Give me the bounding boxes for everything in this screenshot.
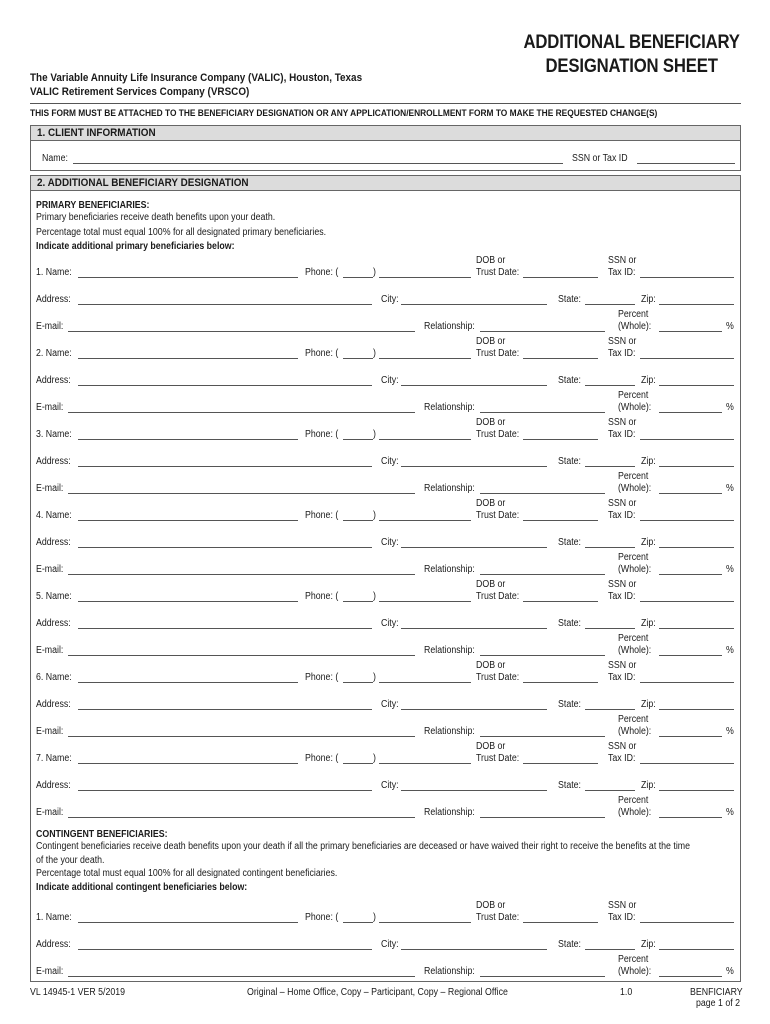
contingent-beneficiary-1-zip-label: Zip: bbox=[641, 939, 656, 950]
primary-beneficiary-1-ssn-field[interactable] bbox=[640, 277, 734, 278]
contingent-beneficiary-1-city-label: City: bbox=[381, 939, 399, 950]
primary-beneficiary-3-relationship-label: Relationship: bbox=[424, 483, 475, 494]
attachment-notice: THIS FORM MUST BE ATTACHED TO THE BENEFICIARY DESIGNATION OR ANY APPLICATION/ENROLLMENT FORM TO MAKE THE REQUESTED CHANGE(S) bbox=[30, 108, 658, 119]
primary-beneficiary-3-dob-label-2: Trust Date: bbox=[476, 429, 520, 440]
primary-beneficiary-6-percent-sign: % bbox=[726, 726, 734, 737]
primary-beneficiary-2-phone-field[interactable] bbox=[379, 358, 471, 359]
contingent-beneficiary-1-state-field[interactable] bbox=[585, 949, 635, 950]
contingent-beneficiary-1-address-field[interactable] bbox=[78, 949, 372, 950]
contingent-description-2: of the your death. bbox=[36, 855, 105, 866]
primary-beneficiary-5-percent-label-2: (Whole): bbox=[618, 645, 652, 656]
primary-beneficiary-2-phone-close: ) bbox=[373, 348, 376, 359]
primary-beneficiary-7-ssn-label-1: SSN or bbox=[608, 741, 637, 752]
primary-beneficiary-3-phone-label: Phone: ( bbox=[305, 429, 339, 440]
primary-beneficiary-5-address-field[interactable] bbox=[78, 628, 372, 629]
primary-beneficiary-1-percent-label-2: (Whole): bbox=[618, 321, 652, 332]
primary-beneficiary-4-address-field[interactable] bbox=[78, 547, 372, 548]
contingent-beneficiary-1-dob-label-1: DOB or bbox=[476, 900, 506, 911]
primary-beneficiary-7-state-field[interactable] bbox=[585, 790, 635, 791]
primary-beneficiary-1-ssn-label-1: SSN or bbox=[608, 255, 637, 266]
primary-beneficiary-1-percent-label-1: Percent bbox=[618, 309, 649, 320]
primary-beneficiary-1-dob-field[interactable] bbox=[523, 277, 598, 278]
primary-beneficiary-1-name-label: 1. Name: bbox=[36, 267, 72, 278]
contingent-beneficiary-1-ssn-label-1: SSN or bbox=[608, 900, 637, 911]
distribution-note: Original – Home Office, Copy – Participant, Copy – Regional Office bbox=[247, 987, 508, 998]
primary-beneficiary-3-city-field[interactable] bbox=[401, 466, 547, 467]
primary-beneficiary-1-relationship-field[interactable] bbox=[480, 331, 605, 332]
primary-beneficiary-7-email-field[interactable] bbox=[68, 817, 415, 818]
primary-beneficiary-6-email-label: E-mail: bbox=[36, 726, 64, 737]
primary-beneficiary-5-city-field[interactable] bbox=[401, 628, 547, 629]
page-number: page 1 of 2 bbox=[696, 998, 741, 1009]
primary-beneficiary-1-email-label: E-mail: bbox=[36, 321, 64, 332]
primary-beneficiary-1-phone-label: Phone: ( bbox=[305, 267, 339, 278]
primary-beneficiary-5-percent-field[interactable] bbox=[659, 655, 722, 656]
primary-beneficiary-6-zip-label: Zip: bbox=[641, 699, 656, 710]
primary-beneficiary-6-dob-label-2: Trust Date: bbox=[476, 672, 520, 683]
primary-beneficiary-7-percent-sign: % bbox=[726, 807, 734, 818]
primary-beneficiary-2-state-field[interactable] bbox=[585, 385, 635, 386]
contingent-beneficiary-1-dob-field[interactable] bbox=[523, 922, 598, 923]
primary-beneficiary-2-address-field[interactable] bbox=[78, 385, 372, 386]
primary-beneficiary-4-address-label: Address: bbox=[36, 537, 71, 548]
contingent-beneficiary-1-ssn-label-2: Tax ID: bbox=[608, 912, 636, 923]
primary-beneficiary-3-percent-label-2: (Whole): bbox=[618, 483, 652, 494]
primary-beneficiary-5-phone-field[interactable] bbox=[379, 601, 471, 602]
primary-beneficiary-5-city-label: City: bbox=[381, 618, 399, 629]
form-code: BENFICIARY bbox=[690, 987, 743, 998]
primary-beneficiary-1-state-field[interactable] bbox=[585, 304, 635, 305]
primary-beneficiary-1-phone-area-field[interactable] bbox=[343, 277, 373, 278]
primary-beneficiary-4-relationship-field[interactable] bbox=[480, 574, 605, 575]
primary-beneficiary-7-ssn-label-2: Tax ID: bbox=[608, 753, 636, 764]
primary-beneficiary-3-state-label: State: bbox=[558, 456, 582, 467]
primary-beneficiary-1-dob-label-1: DOB or bbox=[476, 255, 506, 266]
contingent-heading: CONTINGENT BENEFICIARIES: bbox=[36, 829, 168, 840]
company-name: The Variable Annuity Life Insurance Company (VALIC), Houston, Texas bbox=[30, 72, 363, 84]
primary-beneficiary-6-address-label: Address: bbox=[36, 699, 71, 710]
primary-beneficiary-6-city-field[interactable] bbox=[401, 709, 547, 710]
primary-description-2: Percentage total must equal 100% for all designated primary beneficiaries. bbox=[36, 227, 327, 238]
primary-beneficiary-6-relationship-label: Relationship: bbox=[424, 726, 475, 737]
primary-beneficiary-3-state-field[interactable] bbox=[585, 466, 635, 467]
primary-beneficiary-7-phone-close: ) bbox=[373, 753, 376, 764]
primary-beneficiary-4-email-label: E-mail: bbox=[36, 564, 64, 575]
primary-beneficiary-2-relationship-label: Relationship: bbox=[424, 402, 475, 413]
primary-beneficiary-3-percent-label-1: Percent bbox=[618, 471, 649, 482]
primary-beneficiary-3-address-field[interactable] bbox=[78, 466, 372, 467]
primary-beneficiary-4-city-label: City: bbox=[381, 537, 399, 548]
primary-beneficiary-1-address-label: Address: bbox=[36, 294, 71, 305]
primary-beneficiary-6-dob-label-1: DOB or bbox=[476, 660, 506, 671]
primary-beneficiary-5-percent-sign: % bbox=[726, 645, 734, 656]
primary-beneficiary-7-zip-field[interactable] bbox=[659, 790, 734, 791]
primary-beneficiary-1-email-field[interactable] bbox=[68, 331, 415, 332]
contingent-description-3: Percentage total must equal 100% for all designated contingent beneficiaries. bbox=[36, 868, 338, 879]
primary-beneficiary-3-zip-field[interactable] bbox=[659, 466, 734, 467]
form-id: VL 14945-1 VER 5/2019 bbox=[30, 987, 126, 998]
contingent-beneficiary-1-name-field[interactable] bbox=[78, 922, 298, 923]
primary-beneficiary-6-phone-close: ) bbox=[373, 672, 376, 683]
primary-instruction: Indicate additional primary beneficiaries below: bbox=[36, 241, 235, 252]
primary-beneficiary-6-phone-field[interactable] bbox=[379, 682, 471, 683]
primary-beneficiary-3-percent-sign: % bbox=[726, 483, 734, 494]
primary-beneficiary-3-zip-label: Zip: bbox=[641, 456, 656, 467]
client-name-label: Name: bbox=[42, 153, 68, 164]
primary-beneficiary-1-zip-field[interactable] bbox=[659, 304, 734, 305]
primary-beneficiary-6-name-field[interactable] bbox=[78, 682, 298, 683]
primary-beneficiary-5-email-label: E-mail: bbox=[36, 645, 64, 656]
primary-beneficiary-7-ssn-field[interactable] bbox=[640, 763, 734, 764]
primary-beneficiary-6-address-field[interactable] bbox=[78, 709, 372, 710]
primary-beneficiary-2-ssn-label-1: SSN or bbox=[608, 336, 637, 347]
primary-beneficiary-1-city-label: City: bbox=[381, 294, 399, 305]
primary-beneficiary-4-state-label: State: bbox=[558, 537, 582, 548]
primary-beneficiary-5-zip-field[interactable] bbox=[659, 628, 734, 629]
primary-beneficiary-2-name-label: 2. Name: bbox=[36, 348, 72, 359]
primary-beneficiary-6-phone-label: Phone: ( bbox=[305, 672, 339, 683]
primary-beneficiary-3-relationship-field[interactable] bbox=[480, 493, 605, 494]
primary-beneficiary-5-email-field[interactable] bbox=[68, 655, 415, 656]
primary-beneficiary-1-dob-label-2: Trust Date: bbox=[476, 267, 520, 278]
primary-beneficiary-4-dob-label-1: DOB or bbox=[476, 498, 506, 509]
primary-beneficiary-3-ssn-label-1: SSN or bbox=[608, 417, 637, 428]
primary-beneficiary-1-address-field[interactable] bbox=[78, 304, 372, 305]
primary-beneficiary-2-relationship-field[interactable] bbox=[480, 412, 605, 413]
primary-beneficiary-7-percent-label-2: (Whole): bbox=[618, 807, 652, 818]
primary-beneficiary-4-ssn-label-1: SSN or bbox=[608, 498, 637, 509]
primary-beneficiary-7-phone-area-field[interactable] bbox=[343, 763, 373, 764]
contingent-beneficiary-1-percent-label-2: (Whole): bbox=[618, 966, 652, 977]
company-subsidiary: VALIC Retirement Services Company (VRSCO) bbox=[30, 86, 250, 98]
primary-beneficiary-5-dob-field[interactable] bbox=[523, 601, 598, 602]
primary-beneficiary-3-dob-label-1: DOB or bbox=[476, 417, 506, 428]
primary-beneficiary-4-phone-area-field[interactable] bbox=[343, 520, 373, 521]
primary-beneficiary-3-phone-field[interactable] bbox=[379, 439, 471, 440]
form-title: ADDITIONAL BENEFICIARY DESIGNATION SHEET bbox=[523, 32, 740, 77]
primary-beneficiary-6-zip-field[interactable] bbox=[659, 709, 734, 710]
version-number: 1.0 bbox=[620, 987, 633, 998]
contingent-beneficiary-1-percent-sign: % bbox=[726, 966, 734, 977]
primary-beneficiary-3-ssn-label-2: Tax ID: bbox=[608, 429, 636, 440]
primary-beneficiary-2-city-label: City: bbox=[381, 375, 399, 386]
contingent-beneficiary-1-dob-label-2: Trust Date: bbox=[476, 912, 520, 923]
primary-beneficiary-6-city-label: City: bbox=[381, 699, 399, 710]
contingent-beneficiary-1-address-label: Address: bbox=[36, 939, 71, 950]
primary-beneficiary-1-city-field[interactable] bbox=[401, 304, 547, 305]
primary-beneficiary-3-email-field[interactable] bbox=[68, 493, 415, 494]
client-ssn-label: SSN or Tax ID bbox=[572, 153, 628, 164]
primary-beneficiary-5-ssn-label-2: Tax ID: bbox=[608, 591, 636, 602]
contingent-beneficiary-1-phone-area-field[interactable] bbox=[343, 922, 373, 923]
section-client-information-header: 1. CLIENT INFORMATION bbox=[30, 125, 741, 141]
primary-beneficiary-6-percent-label-2: (Whole): bbox=[618, 726, 652, 737]
primary-beneficiary-7-email-label: E-mail: bbox=[36, 807, 64, 818]
primary-beneficiary-1-name-field[interactable] bbox=[78, 277, 298, 278]
primary-beneficiary-7-address-field[interactable] bbox=[78, 790, 372, 791]
primary-beneficiary-3-email-label: E-mail: bbox=[36, 483, 64, 494]
primary-beneficiary-5-dob-label-2: Trust Date: bbox=[476, 591, 520, 602]
contingent-beneficiary-1-relationship-field[interactable] bbox=[480, 976, 605, 977]
primary-heading: PRIMARY BENEFICIARIES: bbox=[36, 200, 150, 211]
contingent-beneficiary-1-state-label: State: bbox=[558, 939, 582, 950]
contingent-beneficiary-1-phone-field[interactable] bbox=[379, 922, 471, 923]
primary-beneficiary-1-relationship-label: Relationship: bbox=[424, 321, 475, 332]
primary-beneficiary-7-percent-field[interactable] bbox=[659, 817, 722, 818]
primary-beneficiary-6-state-label: State: bbox=[558, 699, 582, 710]
primary-beneficiary-4-relationship-label: Relationship: bbox=[424, 564, 475, 575]
primary-beneficiary-1-phone-close: ) bbox=[373, 267, 376, 278]
primary-description-1: Primary beneficiaries receive death benefits upon your death. bbox=[36, 212, 276, 223]
primary-beneficiary-2-dob-label-2: Trust Date: bbox=[476, 348, 520, 359]
primary-beneficiary-4-city-field[interactable] bbox=[401, 547, 547, 548]
primary-beneficiary-5-state-label: State: bbox=[558, 618, 582, 629]
primary-beneficiary-7-zip-label: Zip: bbox=[641, 780, 656, 791]
primary-beneficiary-3-dob-field[interactable] bbox=[523, 439, 598, 440]
primary-beneficiary-1-percent-field[interactable] bbox=[659, 331, 722, 332]
primary-beneficiary-1-zip-label: Zip: bbox=[641, 294, 656, 305]
primary-beneficiary-5-name-field[interactable] bbox=[78, 601, 298, 602]
contingent-beneficiary-1-email-label: E-mail: bbox=[36, 966, 64, 977]
primary-beneficiary-4-name-field[interactable] bbox=[78, 520, 298, 521]
contingent-beneficiary-1-phone-close: ) bbox=[373, 912, 376, 923]
client-name-field[interactable] bbox=[73, 163, 563, 164]
primary-beneficiary-2-address-label: Address: bbox=[36, 375, 71, 386]
primary-beneficiary-4-phone-field[interactable] bbox=[379, 520, 471, 521]
contingent-description-1: Contingent beneficiaries receive death benefits upon your death if all the primary beneficiaries are deceased or have waived their right to receive the benefits at the time bbox=[36, 841, 691, 852]
contingent-beneficiary-1-ssn-field[interactable] bbox=[640, 922, 734, 923]
primary-beneficiary-2-name-field[interactable] bbox=[78, 358, 298, 359]
primary-beneficiary-2-percent-label-1: Percent bbox=[618, 390, 649, 401]
primary-beneficiary-4-email-field[interactable] bbox=[68, 574, 415, 575]
contingent-beneficiary-1-city-field[interactable] bbox=[401, 949, 547, 950]
primary-beneficiary-4-zip-field[interactable] bbox=[659, 547, 734, 548]
primary-beneficiary-2-phone-area-field[interactable] bbox=[343, 358, 373, 359]
primary-beneficiary-3-ssn-field[interactable] bbox=[640, 439, 734, 440]
primary-beneficiary-7-phone-field[interactable] bbox=[379, 763, 471, 764]
primary-beneficiary-4-dob-label-2: Trust Date: bbox=[476, 510, 520, 521]
primary-beneficiary-3-city-label: City: bbox=[381, 456, 399, 467]
primary-beneficiary-5-ssn-field[interactable] bbox=[640, 601, 734, 602]
primary-beneficiary-3-phone-area-field[interactable] bbox=[343, 439, 373, 440]
primary-beneficiary-2-email-label: E-mail: bbox=[36, 402, 64, 413]
client-information-box bbox=[30, 141, 741, 171]
primary-beneficiary-5-phone-label: Phone: ( bbox=[305, 591, 339, 602]
primary-beneficiary-7-dob-label-1: DOB or bbox=[476, 741, 506, 752]
primary-beneficiary-2-state-label: State: bbox=[558, 375, 582, 386]
primary-beneficiary-2-dob-field[interactable] bbox=[523, 358, 598, 359]
primary-beneficiary-7-city-field[interactable] bbox=[401, 790, 547, 791]
primary-beneficiary-6-phone-area-field[interactable] bbox=[343, 682, 373, 683]
primary-beneficiary-6-name-label: 6. Name: bbox=[36, 672, 72, 683]
primary-beneficiary-2-percent-field[interactable] bbox=[659, 412, 722, 413]
contingent-instruction: Indicate additional contingent beneficiaries below: bbox=[36, 882, 248, 893]
section-beneficiary-designation-header: 2. ADDITIONAL BENEFICIARY DESIGNATION bbox=[30, 175, 741, 191]
primary-beneficiary-5-name-label: 5. Name: bbox=[36, 591, 72, 602]
primary-beneficiary-2-ssn-field[interactable] bbox=[640, 358, 734, 359]
primary-beneficiary-2-ssn-label-2: Tax ID: bbox=[608, 348, 636, 359]
primary-beneficiary-5-relationship-field[interactable] bbox=[480, 655, 605, 656]
primary-beneficiary-7-name-field[interactable] bbox=[78, 763, 298, 764]
contingent-beneficiary-1-email-field[interactable] bbox=[68, 976, 415, 977]
primary-beneficiary-3-address-label: Address: bbox=[36, 456, 71, 467]
primary-beneficiary-6-relationship-field[interactable] bbox=[480, 736, 605, 737]
primary-beneficiary-2-zip-field[interactable] bbox=[659, 385, 734, 386]
primary-beneficiary-2-phone-label: Phone: ( bbox=[305, 348, 339, 359]
primary-beneficiary-4-name-label: 4. Name: bbox=[36, 510, 72, 521]
primary-beneficiary-4-phone-close: ) bbox=[373, 510, 376, 521]
client-ssn-field[interactable] bbox=[637, 163, 735, 164]
primary-beneficiary-7-name-label: 7. Name: bbox=[36, 753, 72, 764]
primary-beneficiary-7-dob-field[interactable] bbox=[523, 763, 598, 764]
primary-beneficiary-7-city-label: City: bbox=[381, 780, 399, 791]
primary-beneficiary-5-phone-area-field[interactable] bbox=[343, 601, 373, 602]
primary-beneficiary-4-state-field[interactable] bbox=[585, 547, 635, 548]
primary-beneficiary-2-percent-sign: % bbox=[726, 402, 734, 413]
primary-beneficiary-2-percent-label-2: (Whole): bbox=[618, 402, 652, 413]
primary-beneficiary-7-phone-label: Phone: ( bbox=[305, 753, 339, 764]
primary-beneficiary-6-dob-field[interactable] bbox=[523, 682, 598, 683]
primary-beneficiary-4-percent-field[interactable] bbox=[659, 574, 722, 575]
primary-beneficiary-4-ssn-label-2: Tax ID: bbox=[608, 510, 636, 521]
primary-beneficiary-6-email-field[interactable] bbox=[68, 736, 415, 737]
primary-beneficiary-1-ssn-label-2: Tax ID: bbox=[608, 267, 636, 278]
primary-beneficiary-5-dob-label-1: DOB or bbox=[476, 579, 506, 590]
primary-beneficiary-6-state-field[interactable] bbox=[585, 709, 635, 710]
contingent-beneficiary-1-name-label: 1. Name: bbox=[36, 912, 72, 923]
contingent-beneficiary-1-relationship-label: Relationship: bbox=[424, 966, 475, 977]
primary-beneficiary-6-ssn-label-2: Tax ID: bbox=[608, 672, 636, 683]
primary-beneficiary-4-percent-sign: % bbox=[726, 564, 734, 575]
primary-beneficiary-3-phone-close: ) bbox=[373, 429, 376, 440]
primary-beneficiary-5-relationship-label: Relationship: bbox=[424, 645, 475, 656]
contingent-beneficiary-1-phone-label: Phone: ( bbox=[305, 912, 339, 923]
primary-beneficiary-7-percent-label-1: Percent bbox=[618, 795, 649, 806]
primary-beneficiary-4-ssn-field[interactable] bbox=[640, 520, 734, 521]
primary-beneficiary-3-percent-field[interactable] bbox=[659, 493, 722, 494]
primary-beneficiary-1-phone-field[interactable] bbox=[379, 277, 471, 278]
primary-beneficiary-7-relationship-field[interactable] bbox=[480, 817, 605, 818]
primary-beneficiary-6-ssn-field[interactable] bbox=[640, 682, 734, 683]
primary-beneficiary-2-zip-label: Zip: bbox=[641, 375, 656, 386]
primary-beneficiary-1-state-label: State: bbox=[558, 294, 582, 305]
contingent-beneficiary-1-percent-label-1: Percent bbox=[618, 954, 649, 965]
primary-beneficiary-4-percent-label-1: Percent bbox=[618, 552, 649, 563]
primary-beneficiary-5-ssn-label-1: SSN or bbox=[608, 579, 637, 590]
primary-beneficiary-7-dob-label-2: Trust Date: bbox=[476, 753, 520, 764]
primary-beneficiary-4-dob-field[interactable] bbox=[523, 520, 598, 521]
primary-beneficiary-4-phone-label: Phone: ( bbox=[305, 510, 339, 521]
contingent-beneficiary-1-percent-field[interactable] bbox=[659, 976, 722, 977]
primary-beneficiary-5-zip-label: Zip: bbox=[641, 618, 656, 629]
primary-beneficiary-6-percent-label-1: Percent bbox=[618, 714, 649, 725]
primary-beneficiary-4-zip-label: Zip: bbox=[641, 537, 656, 548]
primary-beneficiary-6-percent-field[interactable] bbox=[659, 736, 722, 737]
contingent-beneficiary-1-zip-field[interactable] bbox=[659, 949, 734, 950]
header-divider bbox=[30, 103, 741, 104]
primary-beneficiary-2-email-field[interactable] bbox=[68, 412, 415, 413]
primary-beneficiary-7-state-label: State: bbox=[558, 780, 582, 791]
primary-beneficiary-2-dob-label-1: DOB or bbox=[476, 336, 506, 347]
primary-beneficiary-2-city-field[interactable] bbox=[401, 385, 547, 386]
primary-beneficiary-6-ssn-label-1: SSN or bbox=[608, 660, 637, 671]
primary-beneficiary-4-percent-label-2: (Whole): bbox=[618, 564, 652, 575]
primary-beneficiary-7-address-label: Address: bbox=[36, 780, 71, 791]
primary-beneficiary-5-phone-close: ) bbox=[373, 591, 376, 602]
primary-beneficiary-5-state-field[interactable] bbox=[585, 628, 635, 629]
primary-beneficiary-3-name-field[interactable] bbox=[78, 439, 298, 440]
primary-beneficiary-7-relationship-label: Relationship: bbox=[424, 807, 475, 818]
primary-beneficiary-5-address-label: Address: bbox=[36, 618, 71, 629]
primary-beneficiary-5-percent-label-1: Percent bbox=[618, 633, 649, 644]
primary-beneficiary-1-percent-sign: % bbox=[726, 321, 734, 332]
primary-beneficiary-3-name-label: 3. Name: bbox=[36, 429, 72, 440]
